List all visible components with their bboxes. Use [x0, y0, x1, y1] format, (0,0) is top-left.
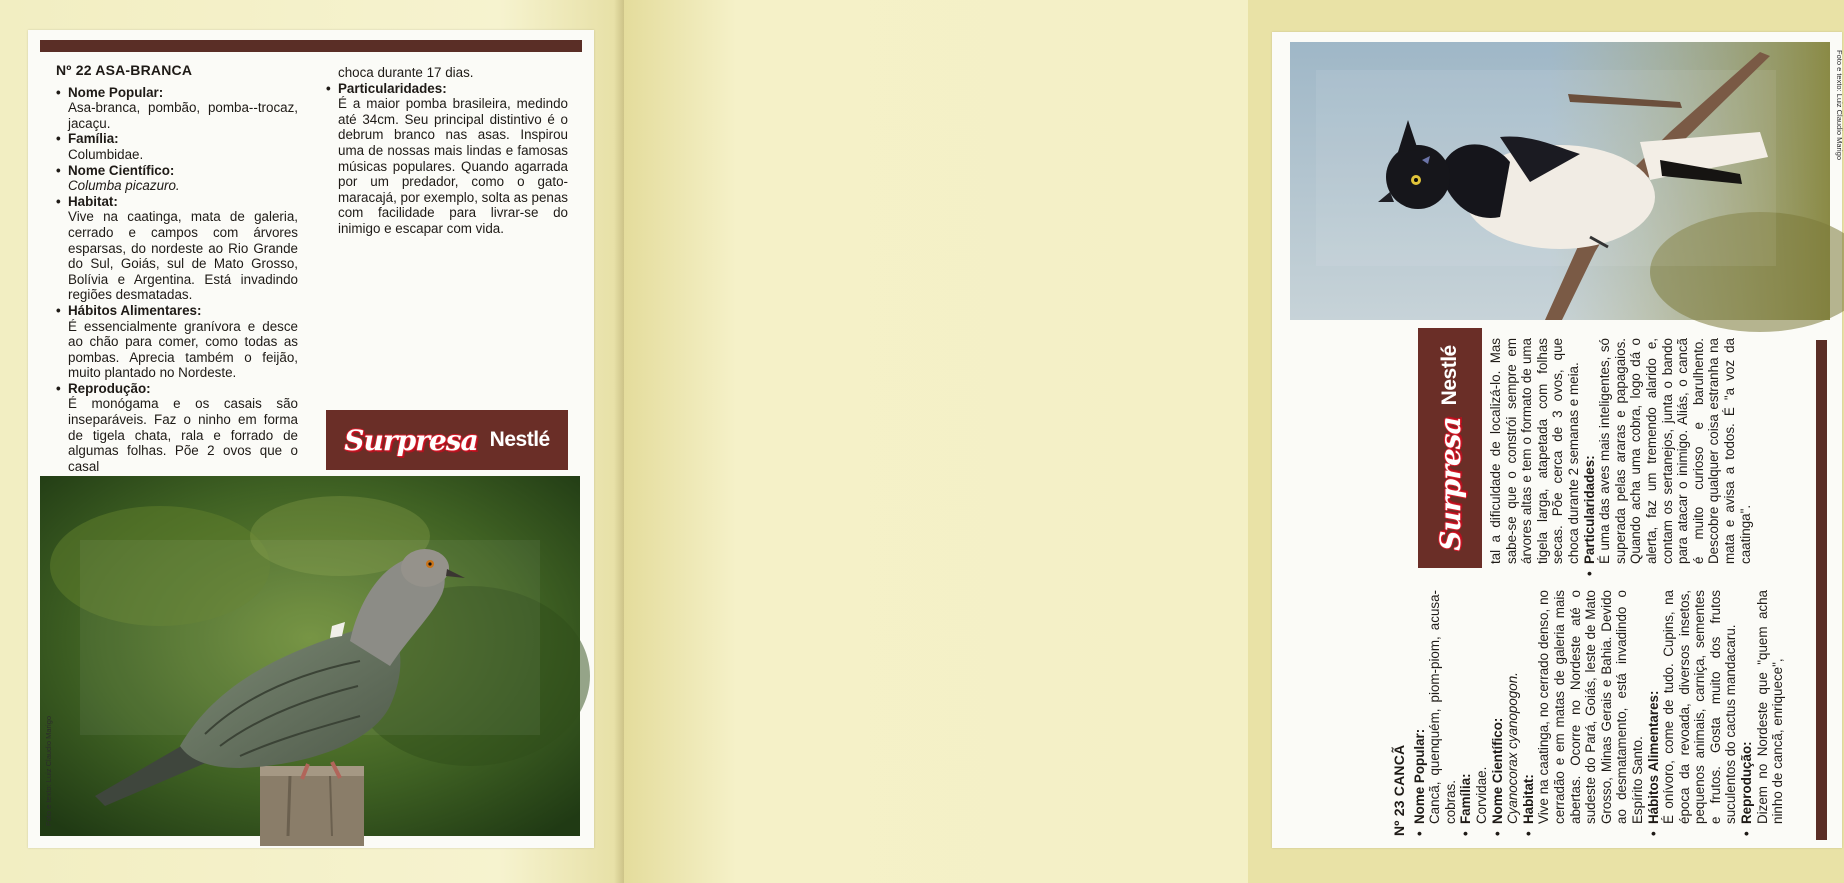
field-label: Família: — [1458, 773, 1474, 824]
field-value: É monógama e os casais são inseparáveis. Faz o ninho em forma de tigela chata, rala e forrado de algumas folhas. Põe 2 ovos que o casal — [68, 396, 298, 474]
field-familia — [1458, 590, 1489, 836]
field-label: Habitat: — [68, 193, 118, 209]
photo-credit: Foto e texto: Luiz Claudio Marigo — [44, 715, 53, 826]
field-value: Cancã, quenquém, piom-piom, acusa-cobras. — [1427, 590, 1458, 824]
field-reproducao — [1739, 590, 1786, 836]
field-nome-popular — [56, 85, 298, 132]
field-value: Columbidae. — [68, 146, 144, 162]
surpresa-nestle-logo — [326, 410, 568, 470]
field-value: É essencialmente granívora e desce ao chão para comer, como todas as pombas. Aprecia também o feijão, muito plantado no Nordeste. — [68, 318, 298, 381]
bullet-icon: • — [1520, 831, 1536, 836]
text-column-2 — [326, 65, 568, 237]
field-particularidades — [1582, 338, 1754, 576]
field-label: Particularidades: — [1581, 455, 1597, 564]
field-value: Cyanocorax cyanopogon. — [1505, 672, 1521, 824]
field-value: É onívoro, come de tudo. Cupins, na época da revoada, diversos insetos, pequenos animais, carniça, sementes e frutos. Gosta muito dos frutos suculentos do cactus mandacaru. — [1661, 590, 1739, 824]
surpresa-logo-text: Surpresa — [1433, 417, 1467, 551]
field-label: Família: — [68, 131, 119, 147]
field-value: Vive na caatinga, no cerrado denso, no cerradão e em matas de galeria mais abertas. Ocorre no Nordeste até o sudeste do Pará, Goiás, leste de Mato Grosso, Minas Gerais e Bahia. Devido ao desmatamento, está invadindo o Espírito Santo. — [1536, 590, 1645, 824]
bullet-icon: • — [56, 380, 61, 396]
field-nome-popular — [1412, 590, 1459, 836]
surpresa-logo-text: Surpresa — [344, 423, 478, 457]
text-column-1 — [1392, 590, 1786, 836]
bullet-icon: • — [56, 84, 61, 100]
field-value: É a maior pomba brasileira, medindo até 34cm. Seu principal distintivo é o debrum branco nas asas. Inspirou uma de nossas mais lindas e famosas músicas populares. Quando agarrada por um predador, como o gato-maracajá, por exemplo, solta as penas com facilidade para livrar-se do inimigo e escapar com vida. — [338, 96, 568, 236]
field-reproducao — [56, 381, 298, 475]
field-value: Dizem no Nordeste que "quem acha ninho de cancã, enriquece", — [1754, 590, 1786, 824]
reproducao-continuation: choca durante 17 dias. — [338, 65, 474, 80]
nestle-logo-text: Nestlé — [489, 428, 550, 451]
card-asa-branca — [28, 30, 594, 848]
field-label: Nome Popular: — [1411, 728, 1427, 824]
field-habitat — [1521, 590, 1646, 836]
field-label: Hábitos Alimentares: — [1645, 690, 1661, 824]
jay-illustration — [1290, 42, 1830, 320]
bullet-icon: • — [56, 302, 61, 318]
nestle-logo-text: Nestlé — [1438, 345, 1461, 406]
bullet-icon: • — [1458, 831, 1474, 836]
bullet-icon: • — [56, 131, 61, 147]
field-particularidades — [326, 81, 568, 237]
card-title: Nº 22 ASA-BRANCA — [56, 62, 193, 78]
field-nome-cientifico — [56, 163, 298, 194]
side-rule-bar — [1816, 340, 1827, 840]
canca-photo — [1290, 42, 1844, 320]
bullet-icon: • — [326, 80, 331, 96]
rotated-text-block — [1276, 332, 1832, 844]
field-label: Nome Popular: — [68, 84, 164, 100]
asa-branca-photo — [40, 476, 580, 836]
field-familia — [56, 131, 298, 162]
field-value: Corvidae. — [1473, 766, 1489, 824]
bullet-icon: • — [1739, 831, 1755, 836]
field-label: Particularidades: — [338, 80, 447, 96]
top-rule-bar — [40, 40, 582, 52]
surpresa-nestle-logo — [1418, 328, 1482, 568]
field-value: Vive na caatinga, mata de galeria, cerrado e campos com árvores esparsas, do nordeste ao Rio Grande do Sul, Goiás, sul de Mato Grosso, Bolívia e Argentina. Está invadindo regiões desmatadas. — [68, 209, 298, 303]
bullet-icon: • — [56, 193, 61, 209]
field-label: Reprodução: — [1739, 741, 1755, 824]
field-label: Nome Científico: — [1489, 717, 1505, 824]
bullet-icon: • — [1581, 571, 1597, 576]
field-habitos-alimentares — [56, 303, 298, 381]
field-label: Reprodução: — [68, 380, 151, 396]
field-value: Columba picazuro. — [68, 178, 180, 194]
right-page — [624, 0, 1844, 883]
pigeon-illustration — [40, 476, 580, 836]
bullet-icon: • — [56, 162, 61, 178]
bullet-icon: • — [1645, 831, 1661, 836]
field-value: É uma das aves mais inteligentes, só superada pelas araras e papagaios. Quando acha uma cobra, logo dá o alerta, faz um tremendo alarido e, contam os sertanejos, junta o bando para atacar o inimigo. Aliás, o cancã é muito curioso e barulhento. Descobre qualquer coisa estranha na mata e avisa a todos. É "a voz da caatinga". — [1597, 338, 1753, 564]
text-column-2 — [1488, 338, 1753, 576]
photo-credit: Foto e texto: Luiz Claudio Marigo — [1835, 50, 1844, 161]
card-canca — [1272, 32, 1842, 848]
reproducao-continuation: tal a dificuldade de localizá-lo. Mas sabe-se que o constrói sempre em árvores altas e tem o formato de uma tigela larga, atapetada com folhas secas. Põe cerca de 3 ovos, que choca durante 2 semanas e meia. — [1488, 338, 1581, 564]
field-habitos-alimentares — [1646, 590, 1740, 836]
field-value: Asa-branca, pombão, pomba--trocaz, jacaçu. — [68, 100, 298, 131]
bullet-icon: • — [1411, 831, 1427, 836]
card-title: Nº 23 CANCÃ — [1391, 744, 1407, 836]
field-nome-cientifico — [1490, 590, 1521, 836]
bullet-icon: • — [1489, 831, 1505, 836]
field-label: Nome Científico: — [68, 162, 175, 178]
field-label: Habitat: — [1520, 774, 1536, 824]
field-habitat — [56, 194, 298, 303]
left-page — [0, 0, 624, 883]
text-column-1 — [56, 63, 298, 474]
field-label: Hábitos Alimentares: — [68, 302, 202, 318]
